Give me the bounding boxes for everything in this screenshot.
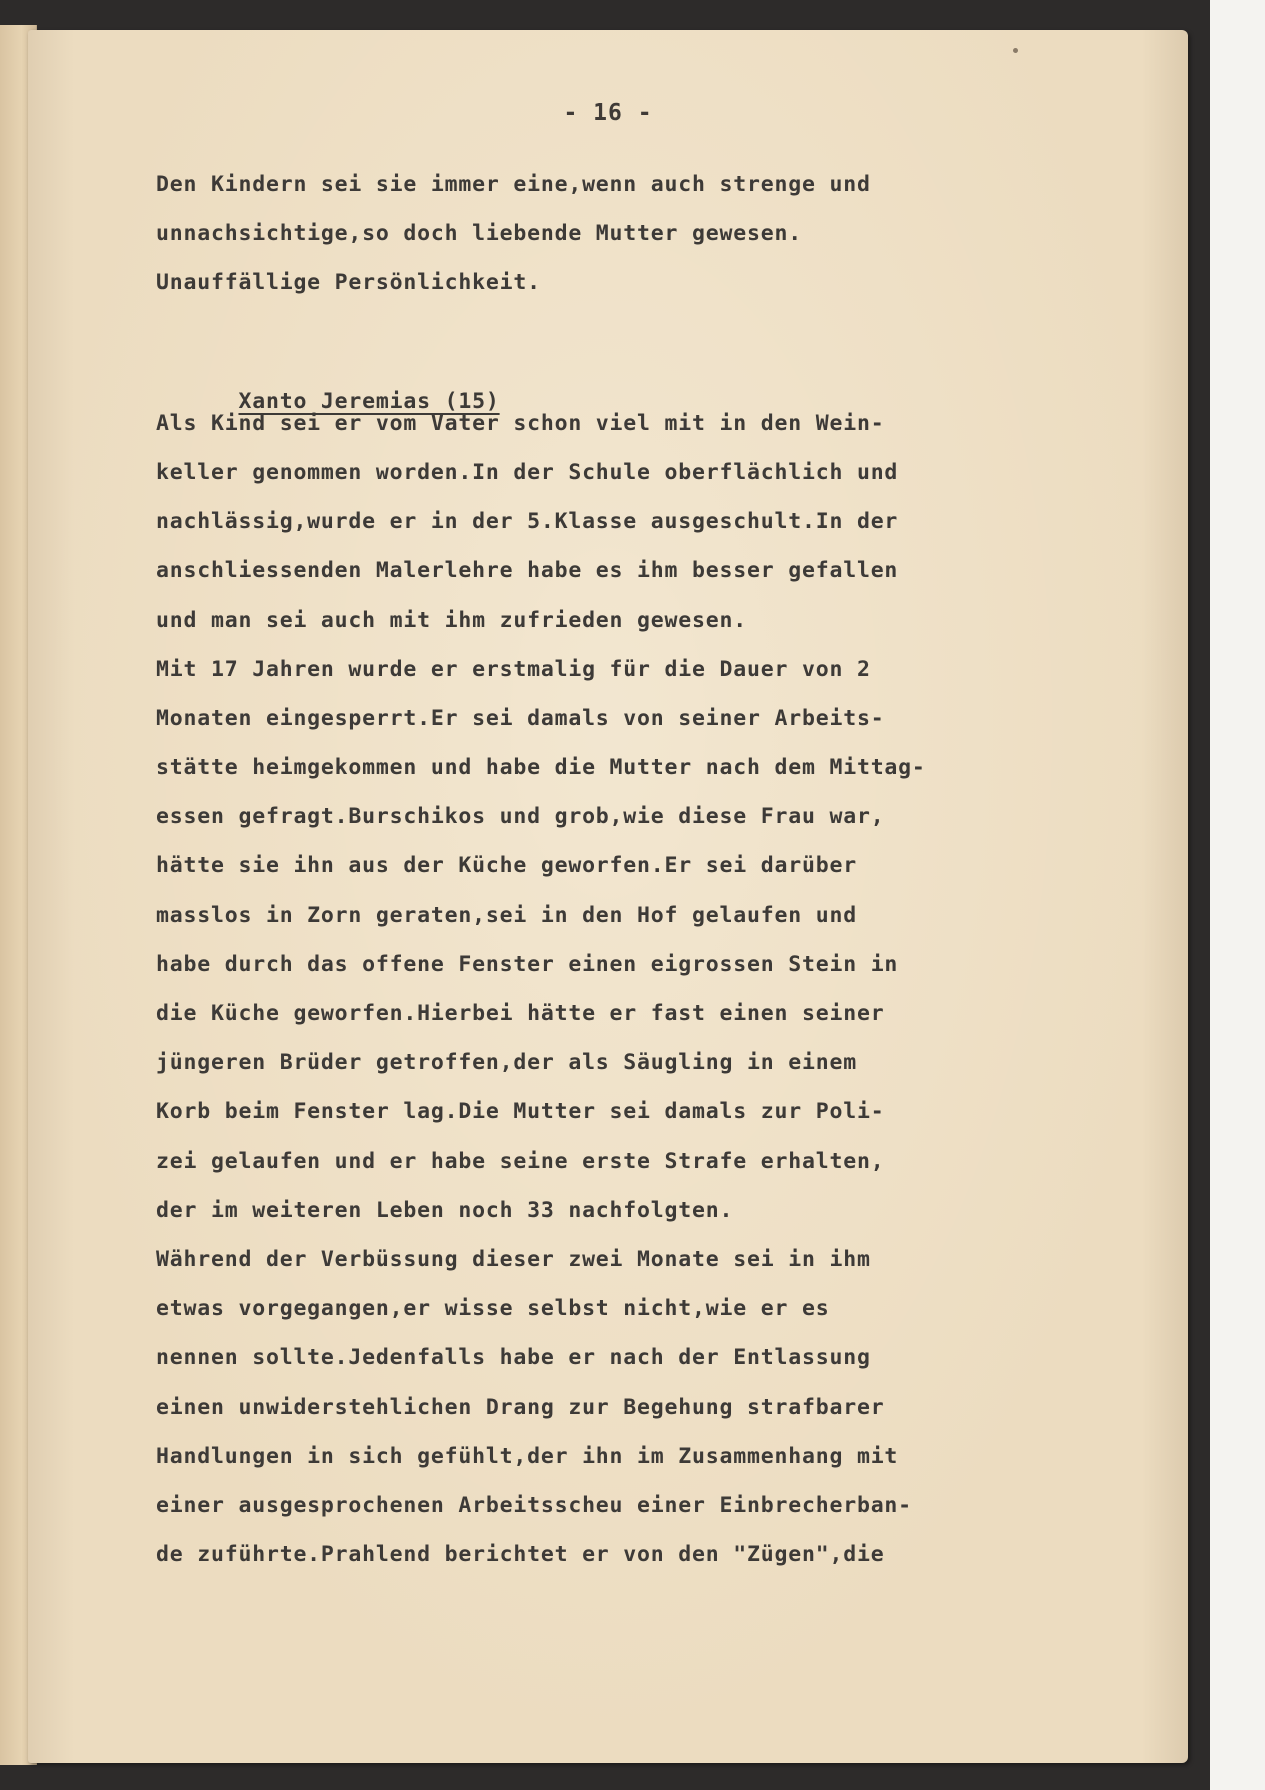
text-line: Während der Verbüssung dieser zwei Monate sei in ihm: [156, 1246, 871, 1272]
paragraph-2: [156, 399, 1156, 1580]
document-page: [28, 30, 1188, 1763]
text-line: der im weiteren Leben noch 33 nachfolgten.: [156, 1197, 734, 1223]
text-line: und man sei auch mit ihm zufrieden gewesen.: [156, 607, 747, 633]
text-line: einen unwiderstehlichen Drang zur Begehung strafbarer: [156, 1394, 885, 1420]
section-heading: [156, 328, 1156, 414]
text-line: stätte heimgekommen und habe die Mutter nach dem Mittag-: [156, 755, 926, 781]
text-line: Mit 17 Jahren wurde er erstmalig für die Dauer von 2: [156, 656, 871, 682]
document-text: [156, 160, 1156, 1579]
text-line: Handlungen in sich gefühlt,der ihn im Zusammenhang mit: [156, 1443, 899, 1469]
text-line: Den Kindern sei sie immer eine,wenn auch strenge und: [156, 172, 871, 197]
text-line: keller genommen worden.In der Schule oberflächlich und: [156, 459, 899, 485]
text-line: unnachsichtige,so doch liebende Mutter gewesen.: [156, 221, 802, 247]
text-line: einer ausgesprochenen Arbeitsscheu einer Einbrecherban-: [156, 1492, 912, 1518]
paper-speck: [1013, 48, 1018, 53]
page-number: - 16 -: [563, 100, 653, 126]
text-line: die Küche geworfen.Hierbei hätte er fast einen seiner: [156, 1001, 885, 1026]
text-line: anschliessenden Malerlehre habe es ihm besser gefallen: [156, 558, 899, 584]
text-line: Als Kind sei er vom Vater schon viel mit in den Wein-: [156, 410, 885, 436]
text-line: Unauffällige Persönlichkeit.: [156, 270, 541, 296]
text-line: masslos in Zorn geraten,sei in den Hof gelaufen und: [156, 902, 857, 928]
text-line: hätte sie ihn aus der Küche geworfen.Er sei darüber: [156, 853, 857, 879]
text-line: nennen sollte.Jedenfalls habe er nach der Entlassung: [156, 1345, 871, 1371]
text-line: nachlässig,wurde er in der 5.Klasse ausgeschult.In der: [156, 509, 899, 535]
section-heading-text: Xanto Jeremias (15): [238, 388, 500, 414]
text-line: de zuführte.Prahlend berichtet er von den "Zügen",die: [156, 1542, 885, 1568]
text-line: jüngeren Brüder getroffen,der als Säugling in einem: [156, 1050, 857, 1076]
text-line: essen gefragt.Burschikos und grob,wie diese Frau war,: [156, 804, 885, 830]
text-line: Monaten eingesperrt.Er sei damals von seiner Arbeits-: [156, 705, 885, 731]
text-line: zei gelaufen und er habe seine erste Strafe erhalten,: [156, 1148, 885, 1174]
text-line: Korb beim Fenster lag.Die Mutter sei damals zur Poli-: [156, 1099, 885, 1125]
text-line: etwas vorgegangen,er wisse selbst nicht,wie er es: [156, 1296, 830, 1322]
text-line: habe durch das offene Fenster einen eigrossen Stein in: [156, 951, 899, 977]
paragraph-1: [156, 160, 1156, 308]
